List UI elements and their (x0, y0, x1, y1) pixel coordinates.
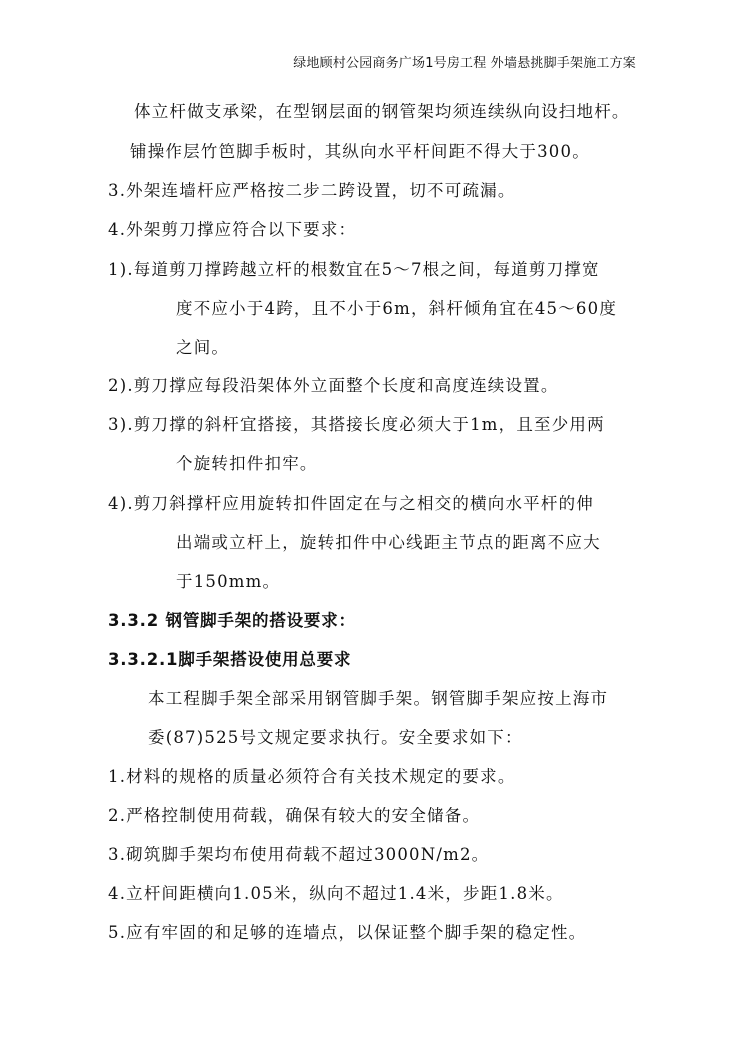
sub-item-line: 3).剪刀撑的斜杆宜搭接，其搭接长度必须大于1m，且至少用两 (108, 415, 605, 434)
page-header: 绿地顾村公园商务广场1号房工程 外墙悬挑脚手架施工方案 (293, 56, 636, 71)
list-item: 5.应有牢固的和足够的连墙点，以保证整个脚手架的稳定性。 (108, 923, 587, 942)
sub-item-line: 个旋转扣件扣牢。 (176, 454, 318, 473)
subsection-heading: 3.3.2.1脚手架搭设使用总要求 (108, 650, 352, 669)
sub-item-line: 于150mm。 (176, 572, 281, 591)
list-item: 4.立杆间距横向1.05米，纵向不超过1.4米，步距1.8米。 (108, 884, 564, 903)
list-item: 3.砌筑脚手架均布使用荷载不超过3000N/m2。 (108, 845, 490, 864)
sub-item-line: 之间。 (176, 338, 230, 357)
sub-item-line: 1).每道剪刀撑跨越立杆的根数宜在5～7根之间，每道剪刀撑宽 (108, 260, 600, 279)
list-item: 4.外架剪刀撑应符合以下要求： (108, 220, 357, 239)
paragraph-line: 委(87)525号文规定要求执行。安全要求如下： (148, 728, 523, 747)
sub-item-line: 出端或立杆上，旋转扣件中心线距主节点的距离不应大 (176, 533, 601, 552)
sub-item-line: 度不应小于4跨，且不小于6m，斜杆倾角宜在45～60度 (176, 299, 618, 318)
list-item: 3.外架连墙杆应严格按二步二跨设置，切不可疏漏。 (108, 181, 516, 200)
sub-item-line: 2).剪刀撑应每段沿架体外立面整个长度和高度连续设置。 (108, 376, 559, 395)
paragraph-line: 体立杆做支承梁，在型钢层面的钢管架均须连续纵向设扫地杆。 (134, 102, 630, 121)
list-item: 1.材料的规格的质量必须符合有关技术规定的要求。 (108, 767, 516, 786)
section-heading: 3.3.2 钢管脚手架的搭设要求： (108, 611, 356, 630)
list-item: 2.严格控制使用荷载，确保有较大的安全储备。 (108, 806, 481, 825)
sub-item-line: 4).剪刀斜撑杆应用旋转扣件固定在与之相交的横向水平杆的伸 (108, 494, 594, 513)
paragraph-line: 本工程脚手架全部采用钢管脚手架。钢管脚手架应按上海市 (148, 689, 609, 708)
paragraph-line: 铺操作层竹笆脚手板时，其纵向水平杆间距不得大于300。 (130, 142, 590, 161)
